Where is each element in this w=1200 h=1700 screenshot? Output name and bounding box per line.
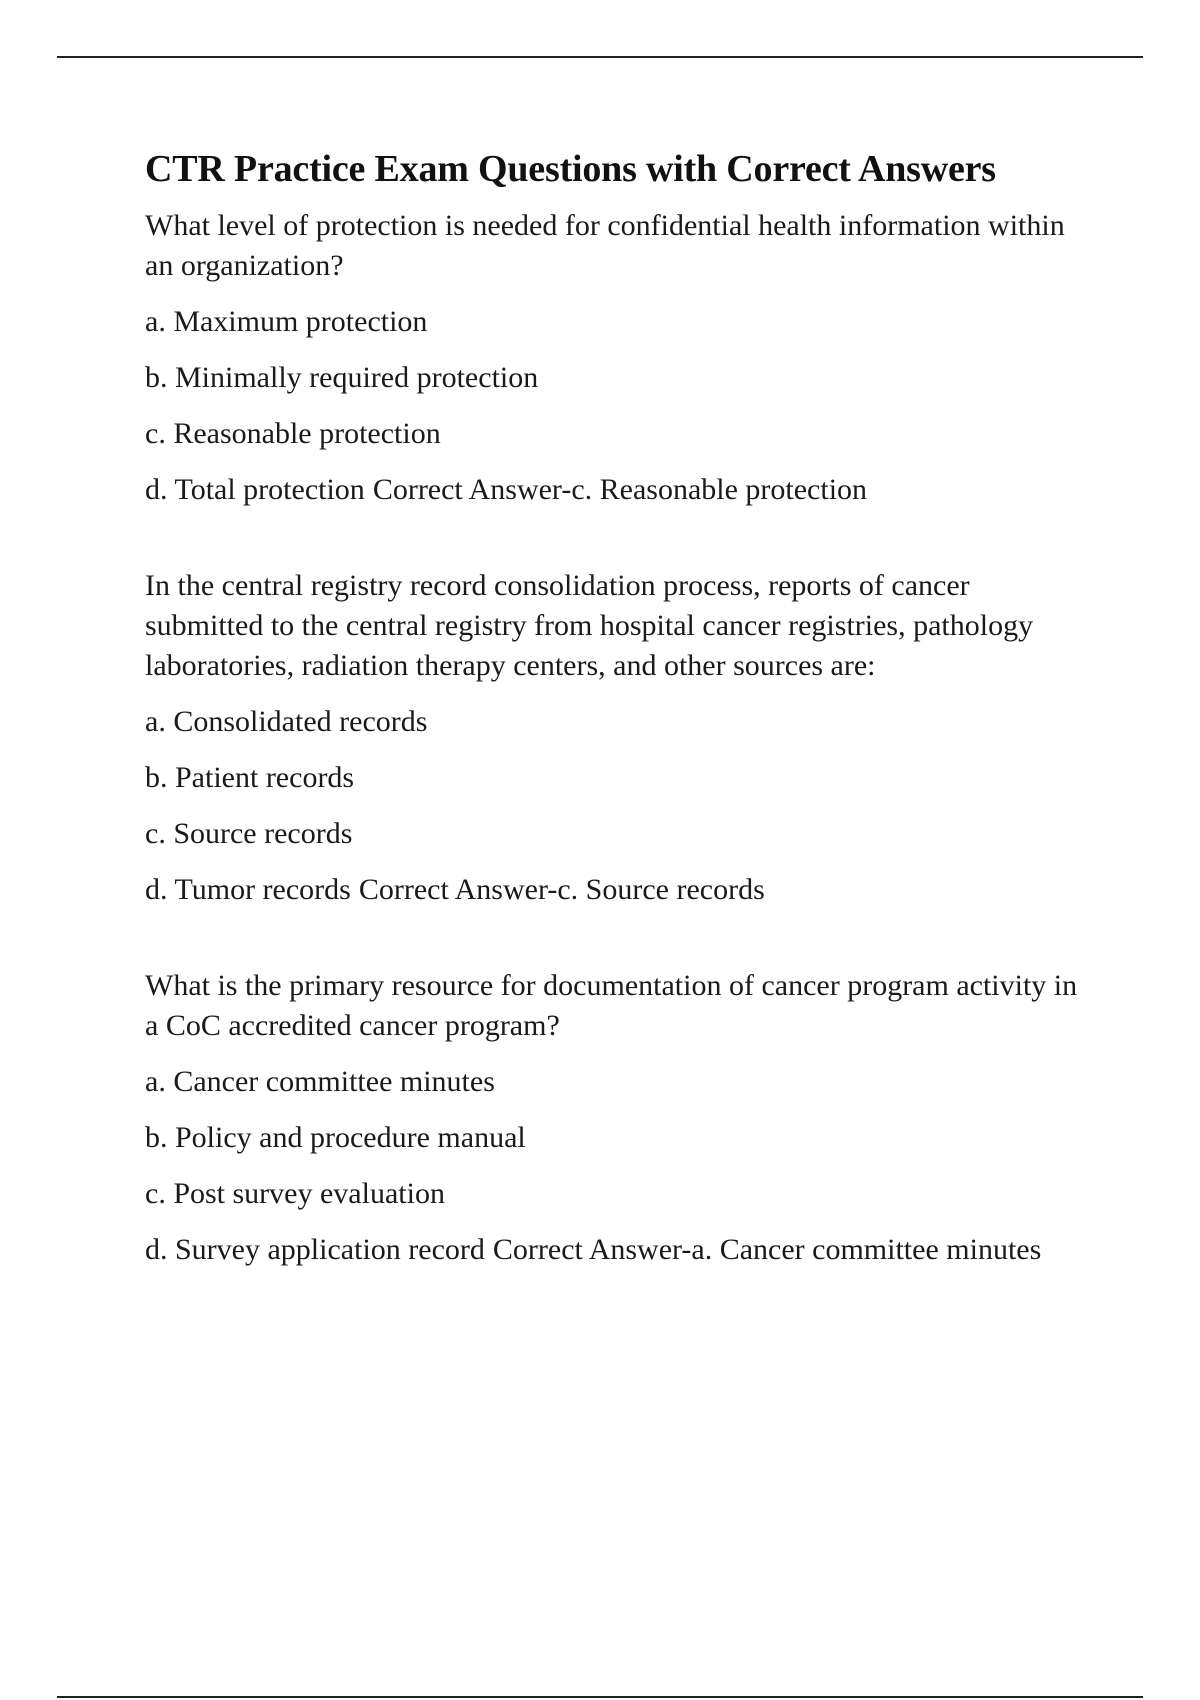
question-3 xyxy=(145,966,1085,1270)
question-text: What is the primary resource for documentation of cancer program activity in a CoC accredited cancer program? xyxy=(145,969,1078,1042)
option-c: c. Source records xyxy=(145,817,353,850)
option-b: b. Policy and procedure manual xyxy=(145,1121,526,1154)
question-2 xyxy=(145,566,1085,910)
option-d xyxy=(145,470,1085,510)
question-1 xyxy=(145,206,1085,510)
option-d xyxy=(145,870,1085,910)
option-d-label: d. Total protection xyxy=(145,473,365,506)
question-text: In the central registry record consolidation process, reports of cancer submitted to the central registry from hospital cancer registries, pathology laboratories, radiation therapy centers, and other sources are: xyxy=(145,569,1034,682)
option-a: a. Maximum protection xyxy=(145,305,428,338)
option-a: a. Cancer committee minutes xyxy=(145,1065,495,1098)
option-b: b. Patient records xyxy=(145,761,355,794)
correct-answer: Correct Answer-a. Cancer committee minutes xyxy=(492,1233,1042,1266)
option-d xyxy=(145,1230,1085,1270)
option-d-label: d. Survey application record xyxy=(145,1233,485,1266)
bottom-divider xyxy=(57,1696,1143,1698)
correct-answer: Correct Answer-c. Source records xyxy=(358,873,765,906)
option-c: c. Post survey evaluation xyxy=(145,1177,445,1210)
document-body xyxy=(145,146,1085,1270)
question-text: What level of protection is needed for confidential health information within an organization? xyxy=(145,209,1065,282)
top-divider xyxy=(57,56,1143,58)
option-c: c. Reasonable protection xyxy=(145,417,441,450)
option-b: b. Minimally required protection xyxy=(145,361,539,394)
page-title: CTR Practice Exam Questions with Correct Answers xyxy=(145,148,996,190)
option-a: a. Consolidated records xyxy=(145,705,428,738)
correct-answer: Correct Answer-c. Reasonable protection xyxy=(372,473,868,506)
option-d-label: d. Tumor records xyxy=(145,873,351,906)
